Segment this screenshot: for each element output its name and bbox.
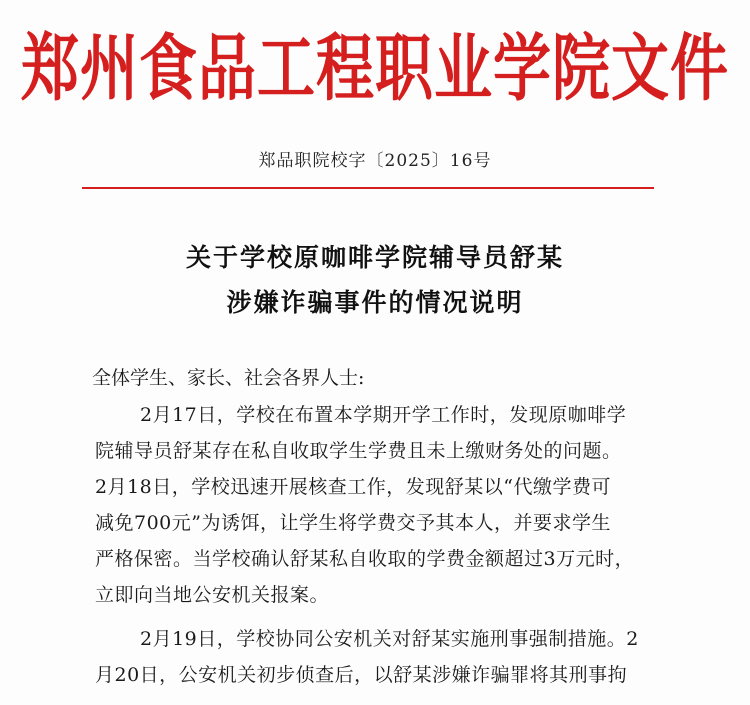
body-line: 减免700元”为诱饵，让学生将学费交予其本人，并要求学生 [95, 512, 611, 534]
body-line: 严格保密。当学校确认舒某私自收取的学费金额超过3万元时， [95, 548, 635, 570]
body-line: 2月18日，学校迅速开展核查工作，发现舒某以“代缴学费可 [95, 476, 611, 498]
document-title-line-1: 关于学校原咖啡学院辅导员舒某 [185, 243, 564, 272]
body-line: 立即向当地公安机关报案。 [95, 584, 330, 606]
body-line: 月20日，公安机关初步侦查后，以舒某涉嫌诈骗罪将其刑事拘 [95, 664, 628, 686]
document-masthead: 郑州食品工程职业学院文件 [20, 26, 729, 111]
document-title-line-2: 涉嫌诈骗事件的情况说明 [226, 288, 524, 317]
body-line: 2月19日，学校协同公安机关对舒某实施刑事强制措施。2 [140, 628, 639, 650]
body-line: 院辅导员舒某存在私自收取学生学费且未上缴财务处的问题。 [95, 440, 622, 462]
body-line: 2月17日，学校在布置本学期开学工作时，发现原咖啡学 [140, 404, 627, 426]
document-number: 郑品职院校字〔2025〕16号 [258, 151, 492, 171]
salutation: 全体学生、家长、社会各界人士: [92, 367, 365, 389]
red-divider-line [82, 187, 654, 189]
